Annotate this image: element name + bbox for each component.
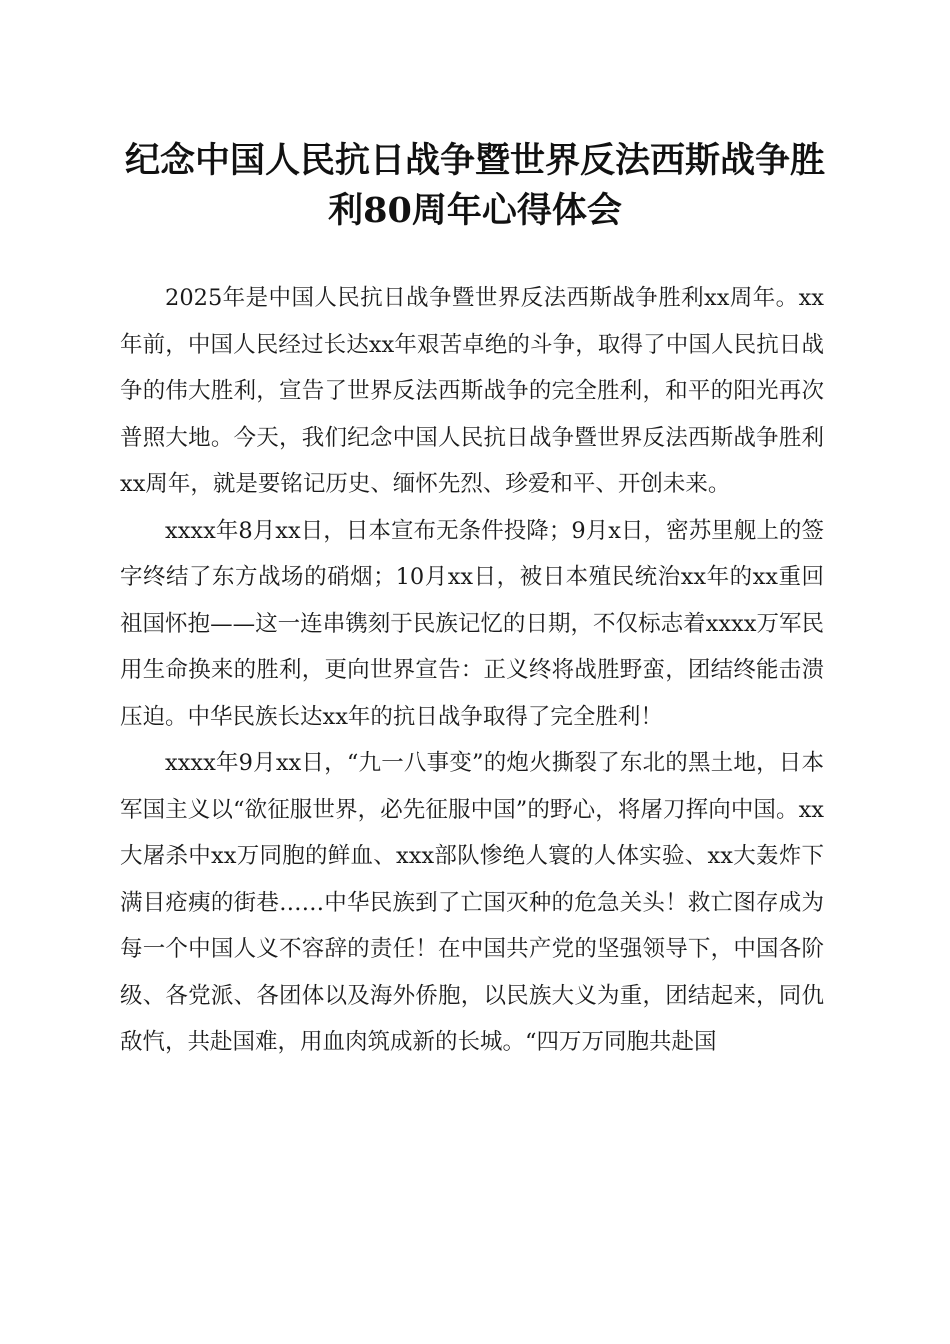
paragraph-2: xxxx年8月xx日，日本宣布无条件投降；9月x日，密苏里舰上的签字终结了东方战场的硝烟；10月xx日，被日本殖民统治xx年的xx重回祖国怀抱——这一连串镌刻于民族记忆的日期，不仅标志着xxxx万军民用生命换来的胜利，更向世界宣告：正义终将战胜野蛮，团结终能击溃压迫。中华民族长达xx年的抗日战争取得了完全胜利！	[120, 517, 824, 730]
paragraph-3: xxxx年9月xx日，“九一八事变”的炮火撕裂了东北的黑土地，日本军国主义以“欲征服世界，必先征服中国”的野心，将屠刀挥向中国。xx大屠杀中xx万同胞的鲜血、xxx部队惨绝人寰的人体实验、xx大轰炸下满目疮痍的街巷……中华民族到了亡国灭种的危急关头！救亡图存成为每一个中国人义不容辞的责任！在中国共产党的坚强领导下，中国各阶级、各党派、各团体以及海外侨胞，以民族大义为重，团结起来，同仇敌忾，共赴国难，用血肉筑成新的长城。“四万万同胞共赴国	[120, 750, 824, 1055]
document-title	[110, 136, 840, 236]
document-body	[120, 275, 824, 1066]
paragraph-1: 2025年是中国人民抗日战争暨世界反法西斯战争胜利xx周年。xx年前，中国人民经过长达xx年艰苦卓绝的斗争，取得了中国人民抗日战争的伟大胜利，宣告了世界反法西斯战争的完全胜利，和平的阳光再次普照大地。今天，我们纪念中国人民抗日战争暨世界反法西斯战争胜利xx周年，就是要铭记历史、缅怀先烈、珍爱和平、开创未来。	[120, 285, 824, 497]
title-line-2: 利80周年心得体会	[328, 190, 622, 231]
title-line-1: 纪念中国人民抗日战争暨世界反法西斯战争胜	[124, 140, 825, 181]
